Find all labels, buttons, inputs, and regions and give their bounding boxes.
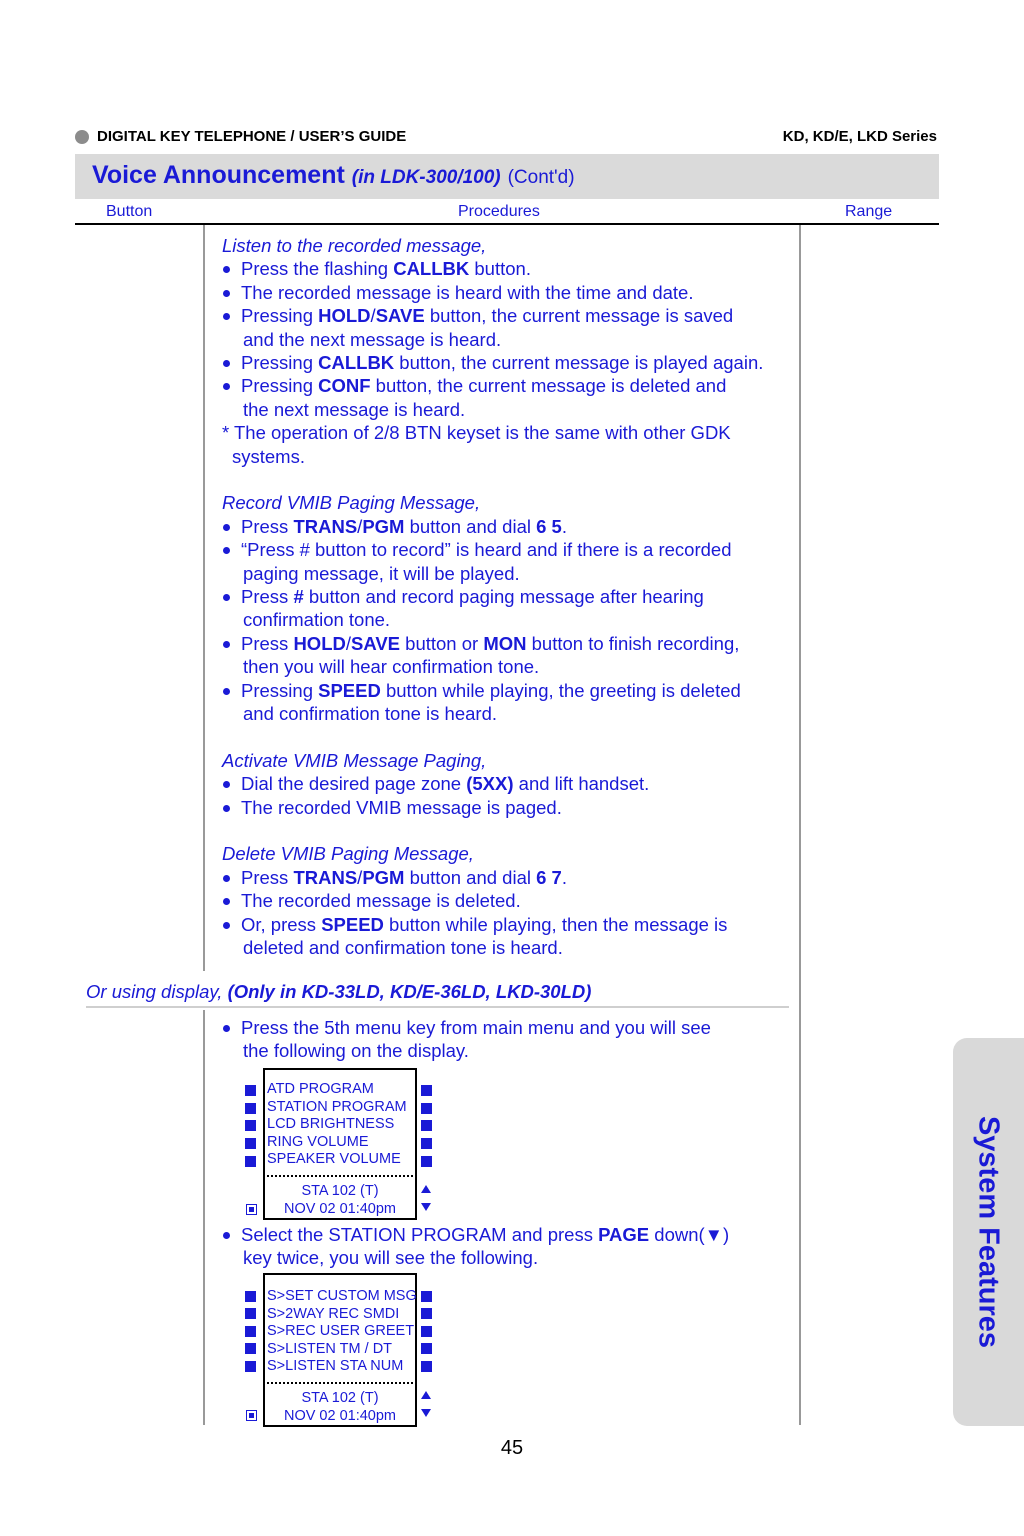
list-item-cont: the next message is heard. [243, 398, 466, 420]
soft-key-icon[interactable] [421, 1120, 432, 1131]
soft-key-icon[interactable] [421, 1343, 432, 1354]
soft-key-icon[interactable] [421, 1361, 432, 1372]
menu-key-icon[interactable] [246, 1410, 257, 1421]
lcd-menu-item: STATION PROGRAM [267, 1098, 407, 1115]
listen-heading: Listen to the recorded message, [222, 235, 487, 256]
soft-key-icon[interactable] [421, 1326, 432, 1337]
soft-key-icon[interactable] [245, 1085, 256, 1096]
note-line: systems. [232, 445, 305, 467]
section-title-main: Voice Announcement [92, 161, 345, 189]
list-item: Dial the desired page zone (5XX) and lift handset. [241, 773, 650, 795]
soft-key-icon[interactable] [421, 1308, 432, 1319]
section-tab-label: System Features [972, 1115, 1005, 1349]
bullet-dot-icon [75, 130, 89, 144]
list-item: Press TRANS/PGM button and dial 6 5. [241, 515, 567, 537]
list-item-cont: the following on the display. [243, 1040, 469, 1062]
section-title-sub: (in LDK-300/100) [351, 167, 501, 188]
list-item: Press HOLD/SAVE button or MON button to finish recording, [241, 632, 740, 654]
soft-key-icon[interactable] [245, 1343, 256, 1354]
list-item: “Press # button to record” is heard and if there is a recorded [241, 539, 732, 561]
lcd-menu-item: SPEAKER VOLUME [267, 1151, 401, 1168]
lcd-station: STA 102 (T) [301, 1182, 379, 1199]
list-item: Pressing CONF button, the current message is deleted and [241, 375, 727, 397]
soft-key-icon[interactable] [245, 1308, 256, 1319]
section-title [92, 161, 575, 190]
soft-key-icon[interactable] [245, 1291, 256, 1302]
series-title: KD, KD/E, LKD Series [782, 128, 937, 145]
soft-key-icon[interactable] [245, 1156, 256, 1167]
lcd-menu-item: S>SET CUSTOM MSG [267, 1288, 417, 1304]
section-title-cont: (Cont'd) [507, 167, 575, 188]
record-heading: Record VMIB Paging Message, [222, 492, 481, 514]
lcd-divider [267, 1175, 413, 1177]
column-header-procedures: Procedures [458, 203, 540, 220]
list-item: Press the 5th menu key from main menu and you will see [241, 1017, 711, 1038]
list-item: The recorded message is deleted. [241, 890, 521, 912]
soft-key-icon[interactable] [245, 1103, 256, 1114]
soft-key-icon[interactable] [421, 1085, 432, 1096]
list-item-cont: key twice, you will see the following. [243, 1247, 539, 1269]
lcd-menu-item: S>2WAY REC SMDI [267, 1305, 400, 1322]
lcd-divider [267, 1382, 413, 1384]
guide-title: DIGITAL KEY TELEPHONE / USER’S GUIDE [97, 128, 407, 145]
soft-key-icon[interactable] [421, 1291, 432, 1302]
page-down-icon[interactable] [421, 1203, 431, 1211]
menu-key-icon[interactable] [246, 1204, 257, 1215]
list-item: The recorded VMIB message is paged. [241, 796, 562, 818]
page-up-icon[interactable] [421, 1391, 431, 1399]
lcd-menu-item: RING VOLUME [267, 1133, 369, 1150]
lcd-station: STA 102 (T) [301, 1389, 379, 1406]
list-item: Press # button and record paging message after hearing [241, 586, 704, 607]
list-item-cont: paging message, it will be played. [243, 562, 520, 584]
column-divider-right [799, 225, 801, 1425]
delete-heading: Delete VMIB Paging Message, [222, 843, 474, 865]
lcd-datetime: NOV 02 01:40pm [283, 1200, 397, 1217]
note-line: * The operation of 2/8 BTN keyset is the same with other GDK [222, 422, 731, 444]
soft-key-icon[interactable] [245, 1138, 256, 1149]
lcd-menu-item: S>LISTEN TM / DT [267, 1340, 393, 1357]
list-item-cont: and confirmation tone is heard. [243, 703, 498, 724]
list-item-cont: confirmation tone. [243, 609, 391, 631]
soft-key-icon[interactable] [421, 1156, 432, 1167]
lcd-datetime: NOV 02 01:40pm [283, 1407, 397, 1424]
list-item: Or, press SPEED button while playing, then the message is [241, 913, 728, 935]
display-intro: Or using display, (Only in KD-33LD, KD/E-36LD, LKD-30LD) [86, 981, 592, 1002]
display-section-separator [86, 1006, 789, 1008]
list-item: Select the STATION PROGRAM and press PAGE down(▼) [241, 1224, 730, 1245]
list-item: Pressing HOLD/SAVE button, the current message is saved [241, 305, 734, 327]
lcd-display-station-program [263, 1273, 417, 1427]
column-header-button: Button [106, 203, 153, 220]
soft-key-icon[interactable] [245, 1361, 256, 1372]
list-item-cont: then you will hear confirmation tone. [243, 656, 540, 678]
list-item: Pressing CALLBK button, the current message is played again. [241, 352, 764, 373]
lcd-menu-item: S>REC USER GREET [267, 1323, 415, 1340]
list-item: Press the flashing CALLBK button. [241, 258, 531, 280]
list-item: Pressing SPEED button while playing, the greeting is deleted [241, 679, 741, 701]
soft-key-icon[interactable] [245, 1120, 256, 1131]
column-header-range: Range [845, 203, 893, 220]
page-up-icon[interactable] [421, 1185, 431, 1193]
soft-key-icon[interactable] [245, 1326, 256, 1337]
list-item: Press TRANS/PGM button and dial 6 7. [241, 866, 567, 888]
doc-header-left [75, 128, 406, 145]
list-item: The recorded message is heard with the time and date. [241, 281, 694, 303]
lcd-display-menu [263, 1068, 417, 1220]
page-number: 45 [500, 1437, 524, 1459]
lcd-menu-item: S>LISTEN STA NUM [267, 1358, 404, 1375]
lcd-menu-item: ATD PROGRAM [267, 1081, 374, 1097]
lcd-menu-item: LCD BRIGHTNESS [267, 1116, 395, 1133]
page-down-icon[interactable] [421, 1409, 431, 1417]
column-divider-left-lower [203, 1010, 205, 1425]
soft-key-icon[interactable] [421, 1103, 432, 1114]
column-divider-left [203, 225, 205, 971]
soft-key-icon[interactable] [421, 1138, 432, 1149]
list-item-cont: deleted and confirmation tone is heard. [243, 937, 563, 958]
activate-heading: Activate VMIB Message Paging, [222, 749, 487, 771]
list-item-cont: and the next message is heard. [243, 328, 502, 350]
